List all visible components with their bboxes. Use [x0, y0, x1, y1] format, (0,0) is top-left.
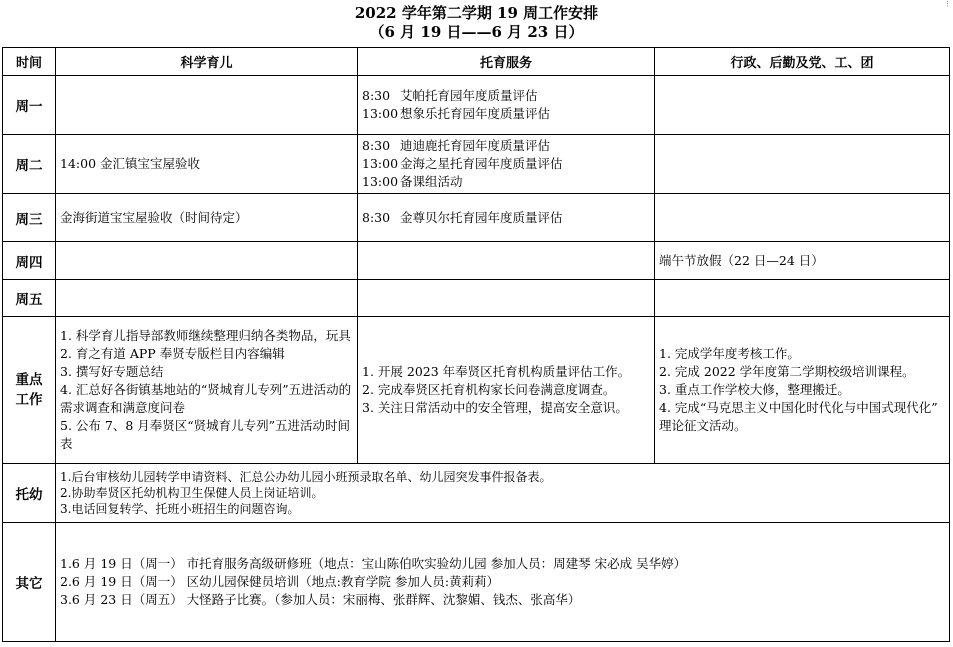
row-tuoyou [3, 464, 950, 523]
key-work-item: 1. 科学育儿指导部教师继续整理归纳各类物品，玩具 [60, 328, 351, 343]
key-work-label: 重点工作 [3, 317, 56, 464]
admin-mon [655, 76, 950, 135]
header-row [3, 48, 950, 76]
key-work-item: 4. 汇总好各街镇基地站的“贤城育儿专列”五进活动的需求调查和满意度问卷 [60, 382, 352, 415]
key-work-item: 5. 公布 7、8 月奉贤区“贤城育儿专列”五进活动时间表 [60, 418, 351, 451]
other-label: 其它 [3, 523, 56, 642]
tuoyou-label: 托幼 [3, 464, 56, 523]
childcare-thu [358, 242, 655, 280]
tuoyou-item: 2.协助奉贤区托幼机构卫生保健人员上岗证培训。 [60, 486, 324, 500]
childcare-entry: 8:30 艾帕托育园年度质量评估 [362, 88, 538, 103]
childcare-tue [358, 135, 655, 194]
row-tue [3, 135, 950, 194]
header-time: 时间 [3, 48, 56, 76]
page-subtitle: （6 月 19 日——6 月 23 日） [369, 23, 584, 41]
childcare-entry: 8:30 金尊贝尔托育园年度质量评估 [362, 209, 563, 225]
admin-fri [655, 280, 950, 317]
admin-thu: 端午节放假（22 日—24 日） [655, 242, 950, 280]
tuoyou-item: 1.后台审核幼儿园转学申请资料、汇总公办幼儿园小班预录取名单、幼儿园突发事件报备表。 [60, 470, 552, 484]
row-thu [3, 242, 950, 280]
row-key-work [3, 317, 950, 464]
childcare-mon [358, 76, 655, 135]
key-work-item: 3. 关注日常活动中的安全管理，提高安全意识。 [362, 400, 628, 415]
science-thu [56, 242, 358, 280]
key-work-item: 3. 撰写好专题总结 [60, 364, 164, 379]
day-label-thu: 周四 [3, 242, 56, 280]
key-work-item: 2. 育之有道 APP 奉贤专版栏目内容编辑 [60, 346, 285, 361]
childcare-entry: 8:30 迪迪鹿托育园年度质量评估 [362, 138, 551, 153]
key-work-item: 1. 完成学年度考核工作。 [659, 346, 800, 361]
childcare-entry: 13:00 备课组活动 [362, 174, 463, 189]
key-work-item: 2. 完成 2022 学年度第二学期校级培训课程。 [659, 364, 915, 379]
key-work-childcare [358, 317, 655, 464]
childcare-wed [358, 194, 655, 242]
row-wed [3, 194, 950, 242]
childcare-entry: 13:00 想象乐托育园年度质量评估 [362, 106, 551, 121]
corner-mark: ⁝ [946, 0, 949, 10]
other-content [56, 523, 950, 642]
row-mon [3, 76, 950, 135]
row-fri [3, 280, 950, 317]
header-science: 科学育儿 [56, 48, 358, 76]
key-work-item: 2. 完成奉贤区托育机构家长问卷满意度调查。 [362, 382, 616, 397]
tuoyou-item: 3.电话回复转学、托班小班招生的问题咨询。 [60, 502, 300, 516]
other-item: 3.6 月 23 日（周五） 大怪路子比赛。（参加人员：宋丽梅、张群辉、沈黎媚、钱杰、张高华） [60, 592, 581, 607]
science-fri [56, 280, 358, 317]
day-label-wed: 周三 [3, 194, 56, 242]
schedule-table [2, 47, 950, 642]
admin-wed [655, 194, 950, 242]
other-item: 1.6 月 19 日（周一） 市托育服务高级研修班（地点：宝山陈伯吹实验幼儿园 参加人员：周建琴 宋必成 吴华婷） [60, 556, 687, 571]
science-tue: 14:00 金汇镇宝宝屋验收 [56, 135, 358, 194]
key-work-item: 3. 重点工作学校大修，整理搬迁。 [659, 382, 850, 397]
childcare-entry: 13:00 金海之星托育园年度质量评估 [362, 156, 563, 171]
childcare-fri [358, 280, 655, 317]
page-title: 2022 学年第二学期 19 周工作安排 [354, 4, 599, 22]
header-admin: 行政、后勤及党、工、团 [655, 48, 950, 76]
day-label-mon: 周一 [3, 76, 56, 135]
key-work-item: 1. 开展 2023 年奉贤区托育机构质量评估工作。 [362, 364, 631, 379]
other-item: 2.6 月 19 日（周一） 区幼儿园保健员培训（地点:教育学院 参加人员:黄莉莉） [60, 574, 500, 589]
science-mon [56, 76, 358, 135]
tuoyou-content [56, 464, 950, 523]
admin-tue [655, 135, 950, 194]
key-work-item: 4. 完成“马克思主义中国化时代化与中国式现代化” 理论征文活动。 [659, 400, 938, 433]
day-label-fri: 周五 [3, 280, 56, 317]
science-wed: 金海街道宝宝屋验收（时间待定） [56, 194, 358, 242]
row-other [3, 523, 950, 642]
header-childcare: 托育服务 [358, 48, 655, 76]
key-work-science [56, 317, 358, 464]
key-work-admin [655, 317, 950, 464]
day-label-tue: 周二 [3, 135, 56, 194]
